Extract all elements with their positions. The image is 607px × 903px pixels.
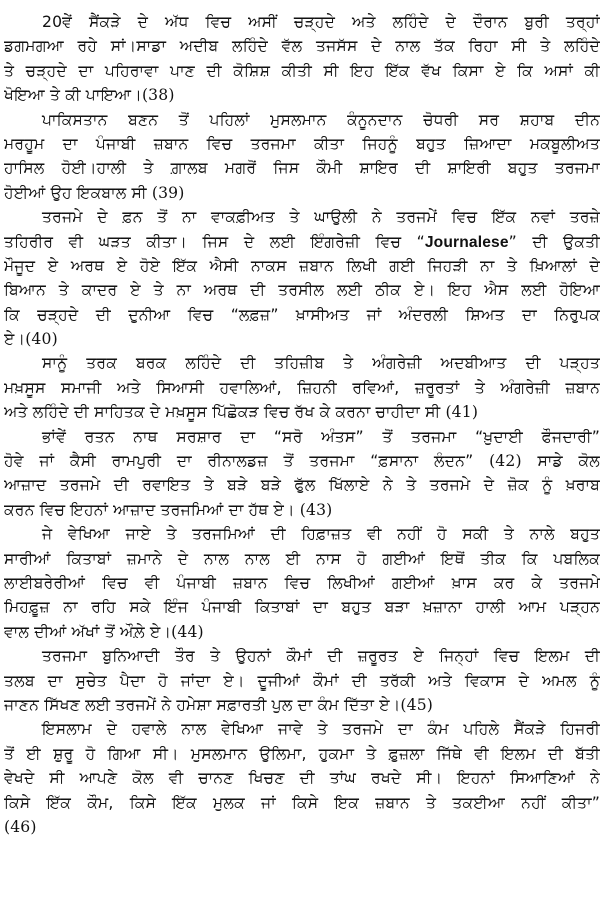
paragraph-line: ਮਖ਼ਸੂਸ ਸਮਾਜੀ ਅਤੇ ਸਿਆਸੀ ਹਵਾਲਿਆਂ, ਜ਼ਿਹਨੀ ਰਵਿਆਂ, ਜ਼ਰੂਰਤਾਂ ਤੇ ਅੰਗਰੇਜ਼ੀ ਜ਼ਬਾਨ [4,378,600,397]
paragraph-line: 20ਵੇਂ ਸੈਂਕੜੇ ਦੇ ਅੱਧ ਵਿਚ ਅਸੀਂ ਚੜ੍ਹਦੇ ਅਤੇ ਲਹਿੰਦੇ ਦੇ ਦੌਰਾਨ ਬੁਰੀ ਤਰ੍ਹਾਂ [42,13,600,31]
paragraph-line: ਤਰਜਮੇ ਦੇ ਫ਼ਨ ਤੋਂ ਨਾ ਵਾਕਫ਼ੀਅਤ ਤੇ ਘਾਉਲੀ ਨੇ ਤਰਜਮੇਂ ਵਿਚ ਇੱਕ ਨਵਾਂ ਤਰਜ਼ੇ [42,208,600,227]
line-text: ਵਾਲ ਦੀਆਂ ਅੱਖਾਂ ਤੋਂ ਔਲ਼ੇ ਏ। [4,622,172,641]
paragraph-last-line [4,693,600,717]
paragraph-line-with-english-word [4,230,600,254]
paragraph-4 [4,351,600,424]
line-text-tail: ਸਾਡੇ ਕੋਲ [521,452,600,471]
line-text: ਤਹਿਰੀਰ ਵੀ ਘੜਤ ਕੀਤਾ। ਜਿਸ ਦੇ ਲਈ ਇੰਗਰੇਜ਼ੀ ਵਿਚ “ [4,232,425,251]
line-text: ਹੋਵੇ ਜਾਂ ਕੈਸੀ ਰਾਮਪੁਰੀ ਦਾ ਰੀਨਾਲਡਜ਼ ਤੋਂ ਤਰਜਮਾ “ਫ਼ਸਾਨਾ ਲੰਦਨ” [4,452,490,471]
paragraph-line: ਸਾਨੂੰ ਤਰਕ ਬਰਕ ਲਹਿੰਦੇ ਦੀ ਤਹਿਜ਼ੀਬ ਤੇ ਅੰਗਰੇਜ਼ੀ ਅਦਬੀਆਤ ਦੀ ਪੜ੍ਹਤ [42,354,600,373]
paragraph-3 [4,205,600,351]
paragraph-line: ਮਰਹੂਮ ਦਾ ਪੰਜਾਬੀ ਜ਼ਬਾਨ ਵਿਚ ਤਰਜਮਾ ਕੀਤਾ ਜਿਹਨੂੰ ਬਹੁਤ ਜ਼ਿਆਦਾ ਮਕਬੂਲੀਅਤ [4,134,600,153]
paragraph-line: ਪਾਕਿਸਤਾਨ ਬਣਨ ਤੋਂ ਪਹਿਲਾਂ ਮੁਸਲਮਾਨ ਕੰਨੂਨਦਾਨ ਚੋਧਰੀ ਸਰ ਸ਼ਹਾਬ ਦੀਨ [42,110,600,129]
paragraph-line: ਆਜ਼ਾਦ ਤਰਜਮੇ ਦੀ ਰਵਾਇਤ ਤੇ ਬੜੇ ਬੜੇ ਫੁੱਲ ਖਿੱਲਾਏ ਨੇ ਤੇ ਤਰਜਮੇ ਦੇ ਜ਼ੋਕ ਨੂੰ ਖ਼ਰਾਬ [4,476,600,495]
line-text: ਹੋਈਆਂ ਉਹ ਇਕਬਾਲ ਸੀ [4,183,152,202]
citation-number: (41) [445,403,479,422]
citation-number: (38) [141,86,175,105]
paragraph-6 [4,522,600,644]
paragraph-line: ਬਿਆਨ ਤੇ ਕਾਦਰ ਏ ਤੇ ਨਾ ਅਰਥ ਦੀ ਤਰਸੀਲ ਲਈ ਠੀਕ ਏ। ਇਹ ਐਸ ਲਈ ਹੋਇਆ [4,281,600,300]
paragraph-last-line [4,815,600,839]
paragraph-last-line [4,181,600,205]
paragraph-line: ਇਸਲਾਮ ਦੇ ਹਵਾਲੇ ਨਾਲ ਵੇਖਿਆ ਜਾਵੇ ਤੇ ਤਰਜਮੇ ਦਾ ਕੰਮ ਪਹਿਲੇ ਸੈਂਕੜੇ ਹਿਜਰੀ [42,720,600,739]
paragraph-line: ਤਰਜਮਾ ਬੁਨਿਆਦੀ ਤੌਰ ਤੇ ਉਹਨਾਂ ਕੌਮਾਂ ਦੀ ਜ਼ਰੂਰਤ ਏ ਜਿਨ੍ਹਾਂ ਵਿਚ ਇਲਮ ਦੀ [42,647,600,666]
line-text: ਜਾਣਨ ਸਿੱਖਣ ਲਈ ਤਰਜਮੇਂ ਨੇ ਹਮੇਸ਼ਾ ਸਫ਼ਾਰਤੀ ਪੁਲ ਦਾ ਕੰਮ ਦਿੱਤਾ ਏ। [4,695,401,714]
paragraph-line: ਡਗਮਗਆ ਰਹੇ ਸਾਂ।ਸਾਡਾ ਅਦੀਬ ਲਹਿੰਦੇ ਵੱਲ ਤਜਸੱਸ ਦੇ ਨਾਲ ਤੱਕ ਰਿਹਾ ਸੀ ਤੇ ਲਹਿੰਦੇ [4,37,600,56]
paragraph-line: ਤਲਬ ਦਾ ਸੁਚੇਤ ਪੈਦਾ ਹੋ ਜਾਂਦਾ ਏ। ਦੂਜੀਆਂ ਕੌਮਾਂ ਦੀ ਤਰੱਕੀ ਅਤੇ ਵਿਕਾਸ ਦੇ ਅਮਲ ਨੂੰ [4,671,600,690]
paragraph-line: ਮਿਹਫ਼ੂਜ਼ ਨਾ ਰਹਿ ਸਕੇ ਇੰਜ ਪੰਜਾਬੀ ਕਿਤਾਬਾਂ ਦਾ ਬਹੁਤ ਬੜਾ ਖ਼ਜ਼ਾਨਾ ਹਾਲੀ ਆਮ ਪੜ੍ਹਨ [4,598,600,617]
line-text: ਕਰਨ ਵਿਚ ਇਹਨਾਂ ਆਜ਼ਾਦ ਤਰਜਮਿਆਂ ਦਾ ਹੱਥ ਏ। [4,500,300,519]
citation-number: (44) [171,622,204,641]
paragraph-line: ਕਿ ਚੜ੍ਹਦੇ ਦੀ ਦੁਨੀਆ ਵਿਚ “ਲਫ਼ਜ਼” ਖ਼ਾਸੀਅਤ ਜਾਂ ਅੰਦਰਲੀ ਸ਼ਿਅਤ ਦਾ ਨਿਰੁਪਕ [4,305,600,324]
paragraph-last-line [4,83,600,107]
paragraph-line: ਕਿਸੇ ਇੱਕ ਕੌਮ, ਕਿਸੇ ਇੱਕ ਮੁਲਕ ਜਾਂ ਕਿਸੇ ਇਕ ਜ਼ਬਾਨ ਤੇ ਤਕਈਆ ਨਹੀਂ ਕੀਤਾ” [4,793,600,812]
paragraph-line: ਲਾਈਬਰੇਰੀਆਂ ਵਿਚ ਵੀ ਪੰਜਾਬੀ ਜ਼ਬਾਨ ਵਿਚ ਲਿਖੀਆਂ ਗਈਆਂ ਖ਼ਾਸ ਕਰ ਕੇ ਤਰਜਮੇ [4,573,600,592]
paragraph-2 [4,108,600,206]
paragraph-last-line [4,400,600,424]
document-page [4,10,600,900]
citation-number: (40) [25,330,58,349]
citation-number: (45) [400,695,434,714]
paragraph-5 [4,425,600,523]
citation-number: (46) [4,817,37,836]
paragraph-7 [4,644,600,717]
paragraph-line: ਜੇ ਵੇਖਿਆ ਜਾਏ ਤੇ ਤਰਜਮਿਆਂ ਦੀ ਹਿਫ਼ਾਜ਼ਤ ਵੀ ਨਹੀਂ ਹੋ ਸਕੀ ਤੇ ਨਾਲੇ ਬਹੁਤ [42,525,600,544]
paragraph-line: ਤੇ ਚੜ੍ਹਦੇ ਦਾ ਪਹਿਰਾਵਾ ਪਾਣ ਦੀ ਕੋਸ਼ਿਸ਼ ਕੀਤੀ ਸੀ ਇਹ ਇੱਕ ਵੱਖ ਕਿਸਾ ਏ ਕਿ ਅਸਾਂ ਕੀ [4,61,600,80]
citation-number: (43) [299,500,333,519]
paragraph-1 [4,10,600,108]
paragraph-line: ਤੋਂ ਈ ਸ਼ੁਰੂ ਹੋ ਗਿਆ ਸੀ। ਮੁਸਲਮਾਨ ਉਲਿਮਾ, ਹੁਕਮਾ ਤੇ ਫ਼ੁਜ਼ਲਾ ਜਿੱਥੇ ਵੀ ਇਲਮ ਦੀ ਬੱਤੀ [4,744,600,763]
citation-number: (42) [489,452,522,471]
line-text-tail: ” ਦੀ ਉਕਤੀ [508,232,600,251]
citation-number: (39) [151,183,185,202]
paragraph-line: ਹਾਸਿਲ ਹੋਈ।ਹਾਲੀ ਤੇ ਗ਼ਾਲਬ ਮਗਰੋਂ ਜਿਸ ਕੌਮੀ ਸ਼ਾਇਰ ਦੀ ਸ਼ਾਇਰੀ ਬਹੁਤ ਤਰਜਮਾ [4,159,600,178]
line-text: ਅਤੇ ਲਹਿੰਦੇ ਦੀ ਸਾਹਿਤਕ ਦੇ ਮਖ਼ਸੂਸ ਪਿੱਛੋਕੜ ਵਿਚ ਰੱਖ ਕੇ ਕਰਨਾ ਚਾਹੀਦਾ ਸੀ [4,403,446,422]
paragraph-last-line [4,620,600,644]
paragraph-line: ਮੌਜੂਦ ਏ ਅਰਥ ਏ ਹੋਏ ਇੱਕ ਐਸੀ ਨਾਕਸ ਜ਼ਬਾਨ ਲਿਖੀ ਗਈ ਜਿਹੜੀ ਨਾ ਤੇ ਖ਼ਿਆਲਾਂ ਦੇ [4,256,600,275]
paragraph-last-line [4,498,600,522]
paragraph-line: ਵੇਖਦੇ ਸੀ ਆਪਣੇ ਕੋਲ ਵੀ ਚਾਨਣ ਖਿਚਣ ਦੀ ਤਾਂਘ ਰਖਦੇ ਸੀ। ਇਹਨਾਂ ਸਿਆਣਿਆਂ ਨੇ [4,769,600,788]
paragraph-line: ਭਾਂਵੇਂ ਰਤਨ ਨਾਥ ਸਰਸ਼ਾਰ ਦਾ “ਸਰੋ ਅੰਤਸ” ਤੋਂ ਤਰਜਮਾ “ਖ਼ੁਦਾਈ ਫੌਜਦਾਰੀ” [42,427,600,446]
paragraph-line-with-citation [4,449,600,473]
english-term: Journalese [424,233,509,251]
paragraph-last-line [4,327,600,351]
paragraph-line: ਸਾਰੀਆਂ ਕਿਤਾਬਾਂ ਜ਼ਮਾਨੇ ਦੇ ਨਾਲ ਨਾਲ ਈ ਨਾਸ ਹੋ ਗਈਆਂ ਇਥੋਂ ਤੀਕ ਕਿ ਪਬਲਿਕ [4,549,600,568]
paragraph-8 [4,717,600,839]
line-text: ਏ। [4,330,26,349]
line-text: ਖੋਇਆ ਤੇ ਕੀ ਪਾਇਆ। [4,86,142,105]
